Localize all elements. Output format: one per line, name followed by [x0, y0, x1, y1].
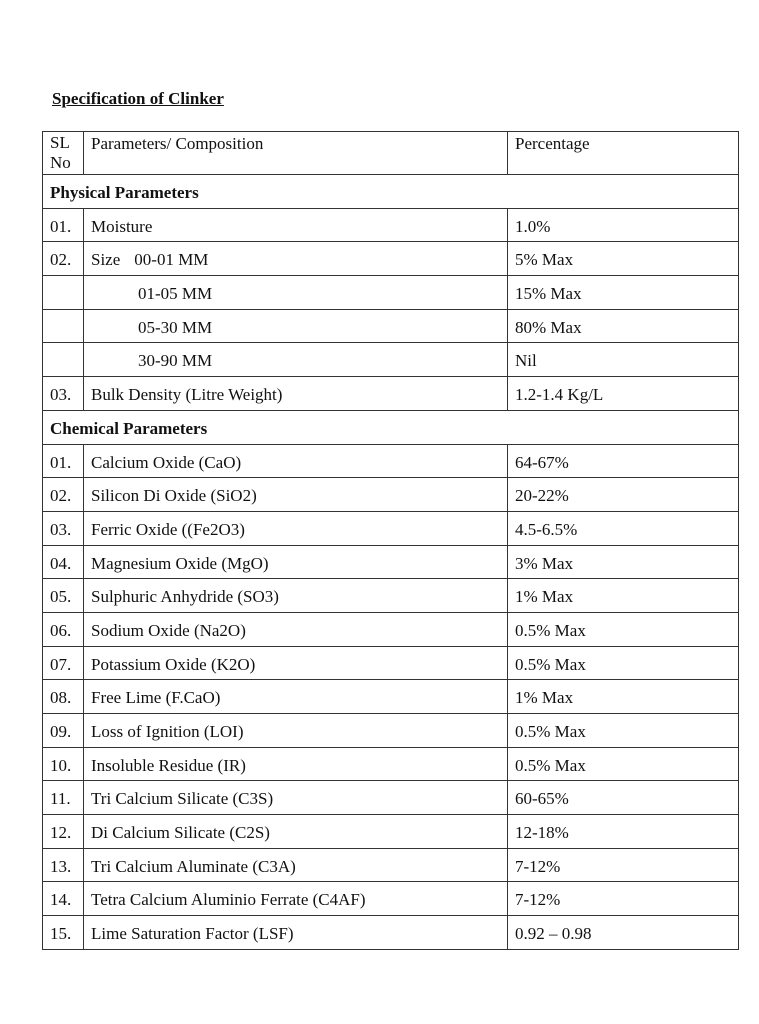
table-row [43, 511, 739, 545]
table-row [43, 208, 739, 242]
table-row [43, 478, 739, 512]
row-sl: 07. [43, 646, 84, 680]
row-sl: 10. [43, 747, 84, 781]
row-value: 7-12% [508, 848, 739, 882]
table-row [43, 276, 739, 310]
row-value: 1% Max [508, 579, 739, 613]
row-sl: 13. [43, 848, 84, 882]
table-row [43, 612, 739, 646]
row-sl: 12. [43, 815, 84, 849]
row-value: 0.5% Max [508, 747, 739, 781]
row-parameter: Ferric Oxide ((Fe2O3) [84, 511, 508, 545]
row-sl: 14. [43, 882, 84, 916]
row-sl [43, 276, 84, 310]
row-parameter: Tri Calcium Aluminate (C3A) [84, 848, 508, 882]
row-value: 12-18% [508, 815, 739, 849]
row-parameter: Sulphuric Anhydride (SO3) [84, 579, 508, 613]
row-parameter: Loss of Ignition (LOI) [84, 714, 508, 748]
row-parameter: Insoluble Residue (IR) [84, 747, 508, 781]
header-sl-no: SL No [43, 132, 84, 175]
row-parameter: Bulk Density (Litre Weight) [84, 377, 508, 411]
row-parameter: Moisture [84, 208, 508, 242]
table-row [43, 848, 739, 882]
row-parameter-cell [84, 276, 508, 310]
chemical-rows [43, 444, 739, 949]
clinker-spec-table [42, 131, 739, 950]
table-row [43, 747, 739, 781]
table-row [43, 882, 739, 916]
row-parameter: Di Calcium Silicate (C2S) [84, 815, 508, 849]
row-parameter: Sodium Oxide (Na2O) [84, 612, 508, 646]
row-sl [43, 343, 84, 377]
row-parameter: Tri Calcium Silicate (C3S) [84, 781, 508, 815]
row-value: 60-65% [508, 781, 739, 815]
row-value: 1.2-1.4 Kg/L [508, 377, 739, 411]
row-value: 80% Max [508, 309, 739, 343]
row-parameter-cell [84, 343, 508, 377]
row-sl: 08. [43, 680, 84, 714]
row-parameter: Magnesium Oxide (MgO) [84, 545, 508, 579]
row-parameter: 01-05 MM [138, 284, 213, 304]
row-sl [43, 309, 84, 343]
table-row [43, 242, 739, 276]
row-value: Nil [508, 343, 739, 377]
row-value: 5% Max [508, 242, 739, 276]
size-label: Size [91, 250, 121, 270]
document-title: Specification of Clinker [52, 89, 224, 108]
row-value: 0.5% Max [508, 714, 739, 748]
table-row [43, 781, 739, 815]
row-parameter: Calcium Oxide (CaO) [84, 444, 508, 478]
table-row [43, 680, 739, 714]
table-row [43, 343, 739, 377]
row-parameter: Free Lime (F.CaO) [84, 680, 508, 714]
row-sl: 04. [43, 545, 84, 579]
row-value: 20-22% [508, 478, 739, 512]
table-row [43, 545, 739, 579]
row-value: 0.5% Max [508, 646, 739, 680]
section-row-chemical [43, 410, 739, 444]
row-sl: 06. [43, 612, 84, 646]
table-row [43, 815, 739, 849]
header-parameter: Parameters/ Composition [84, 132, 508, 175]
table-row [43, 444, 739, 478]
table-row [43, 714, 739, 748]
row-sl: 11. [43, 781, 84, 815]
row-sl: 03. [43, 511, 84, 545]
row-parameter: Lime Saturation Factor (LSF) [84, 916, 508, 950]
section-row-physical [43, 175, 739, 209]
row-value: 0.5% Max [508, 612, 739, 646]
table-row [43, 646, 739, 680]
row-sl: 15. [43, 916, 84, 950]
row-parameter: Tetra Calcium Aluminio Ferrate (C4AF) [84, 882, 508, 916]
row-value: 3% Max [508, 545, 739, 579]
row-value: 1% Max [508, 680, 739, 714]
table-row [43, 579, 739, 613]
row-value: 7-12% [508, 882, 739, 916]
row-value: 1.0% [508, 208, 739, 242]
table-row [43, 916, 739, 950]
table-row [43, 377, 739, 411]
row-sl: 01. [43, 444, 84, 478]
row-sl: 02. [43, 242, 84, 276]
row-parameter: 05-30 MM [138, 317, 213, 337]
row-parameter: 00-01 MM [134, 250, 209, 270]
row-sl: 09. [43, 714, 84, 748]
row-sl: 01. [43, 208, 84, 242]
row-sl: 03. [43, 377, 84, 411]
row-parameter-cell [84, 242, 508, 276]
row-value: 4.5-6.5% [508, 511, 739, 545]
row-parameter: 30-90 MM [138, 351, 213, 371]
row-sl: 05. [43, 579, 84, 613]
header-percentage: Percentage [508, 132, 739, 175]
row-value: 15% Max [508, 276, 739, 310]
table-row [43, 309, 739, 343]
section-heading-physical: Physical Parameters [43, 175, 739, 209]
row-parameter: Silicon Di Oxide (SiO2) [84, 478, 508, 512]
row-value: 64-67% [508, 444, 739, 478]
row-value: 0.92 – 0.98 [508, 916, 739, 950]
row-parameter: Potassium Oxide (K2O) [84, 646, 508, 680]
row-parameter-cell [84, 309, 508, 343]
section-heading-chemical: Chemical Parameters [43, 410, 739, 444]
table-header-row [43, 132, 739, 175]
row-sl: 02. [43, 478, 84, 512]
